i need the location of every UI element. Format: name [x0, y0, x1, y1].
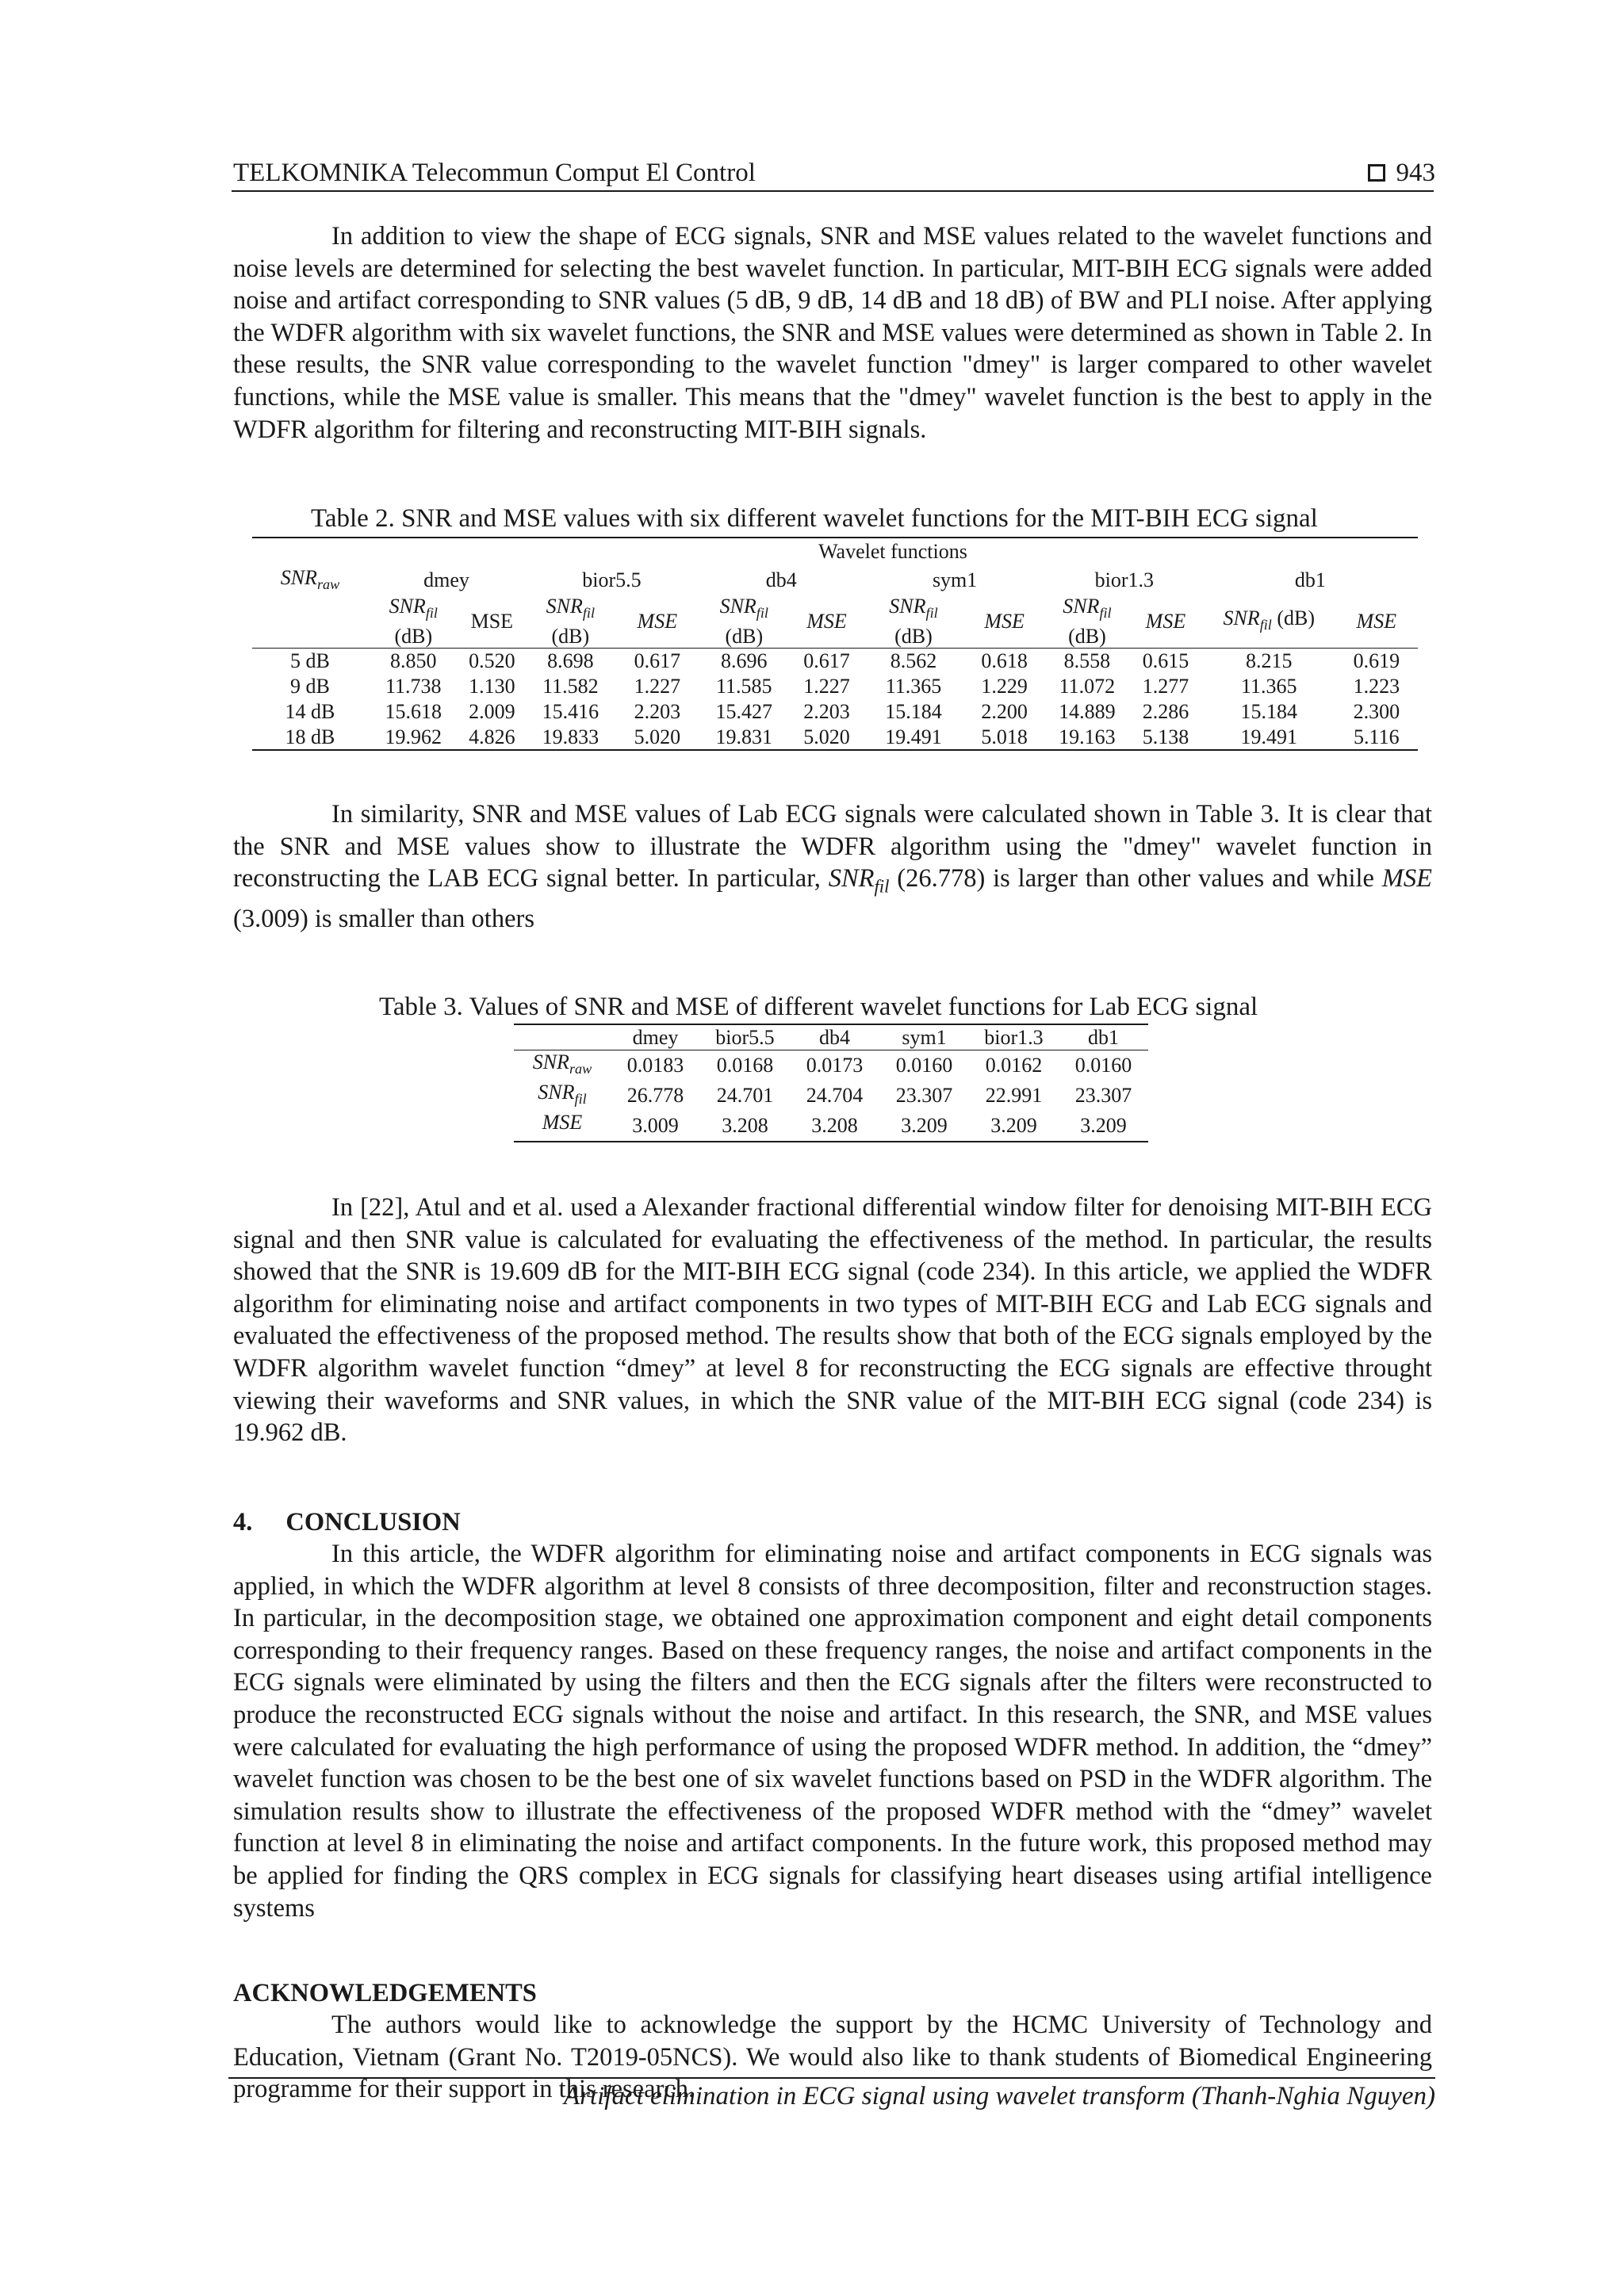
table2-value-cell: 5.020	[616, 725, 699, 750]
table3-column-header: dmey	[611, 1024, 700, 1050]
table-row	[252, 699, 1418, 725]
table2-mse-header: MSE	[470, 610, 514, 633]
table2-mse-header: MSE	[1145, 610, 1186, 633]
table2-value-cell: 0.520	[459, 649, 525, 674]
table2-function: dmey	[423, 568, 469, 591]
table2-row-header: $SNR_{raw}$	[252, 538, 368, 649]
table2-mse-header: MSE	[1356, 610, 1397, 633]
paragraph-intro-table2: In addition to view the shape of ECG signals, SNR and MSE values related to the wavelet functions and noise levels are determined for selecting the best wavelet function. In particular, MIT-BIH ECG signals were added noise and artifact corresponding to SNR values (5 dB, 9 dB, 14 dB and 18 dB) of BW and PLI noise. After applying the WDFR algorithm with six wavelet functions, the SNR and MSE values were determined as shown in Table 2. In these results, the SNR value corresponding to the wavelet function "dmey" is larger compared to other wavelet functions, while the MSE value is smaller. This means that the "dmey" wavelet function is the best to apply in the WDFR algorithm for filtering and reconstructing MIT-BIH signals.	[233, 222, 1432, 444]
paragraph-conclusion: In this article, the WDFR algorithm for eliminating noise and artifact components in ECG signals was applied, in which the WDFR algorithm at level 8 consists of three decomposition, filter and reconstruction stages. In particular, in the decomposition stage, we obtained one approximation component and eight detail components corresponding to their frequency ranges. Based on these frequency ranges, the noise and artifact components in the ECG signals were eliminated by using the filters and then the ECG signals after the filters were reconstructed to produce the reconstructed ECG signals without the noise and artifact. In this research, the SNR, and MSE values were calculated for evaluating the high performance of using the proposed WDFR method. In addition, the “dmey” wavelet function was chosen to be the best one of six wavelet functions based on PSD in the WDFR algorithm. The simulation results show to illustrate the effectiveness of the proposed WDFR method with the “dmey” wavelet function at level 8 in eliminating the noise and artifact components. In the future work, this proposed method may be applied for finding the QRS complex in ECG signals for classifying heart diseases using artifial intelligence systems	[233, 1540, 1432, 1923]
table3-header-row	[514, 1024, 1148, 1050]
table3-row-label: MSE	[514, 1111, 611, 1142]
table2-snr-fil-header: $SNR_{fil}$ (dB)	[1063, 595, 1112, 649]
paragraph-lab-ecg: In similarity, SNR and MSE values of Lab ECG signals were calculated shown in Table 3. It is clear that the SNR and MSE values show to illustrate the WDFR algorithm using the "dmey" wavelet function in reconstructing the LAB ECG signal better. In particular, $SNR_{fil}$ (26.778) is larger than other values and while MSE (3.009) is smaller than others	[233, 800, 1432, 934]
table2-function-row	[252, 564, 1418, 595]
table3-value-cell: 0.0160	[879, 1050, 969, 1081]
table3-row-label: $SNR_{raw}$	[514, 1050, 611, 1081]
table3-value-cell: 0.0168	[700, 1050, 790, 1081]
table2-snr-fil-header: $SNR_{fil}$ (dB)	[1223, 606, 1316, 633]
table2-group-header-row	[252, 538, 1418, 564]
table2-snr-raw-cell: 14 dB	[285, 700, 335, 724]
table2-value-cell: 1.223	[1353, 675, 1400, 698]
running-footer: Artifact elimination in ECG signal using wavelet transform (Thanh-Nghia Nguyen)	[563, 2082, 1435, 2110]
table3-corner-cell	[514, 1024, 611, 1050]
table2-value-cell: 19.491	[1203, 725, 1335, 750]
table2-value-cell: 15.416	[542, 700, 599, 724]
table3-value-cell: 23.307	[895, 1084, 953, 1108]
table3-value-cell: 0.0183	[611, 1050, 700, 1081]
table2-value-cell: 2.300	[1353, 700, 1400, 724]
table2-value-cell: 0.617	[616, 649, 699, 674]
table2-mse-header: MSE	[637, 610, 678, 633]
table2-value-cell: 15.184	[885, 700, 942, 724]
table-row	[514, 1050, 1148, 1081]
table2-function: bior1.3	[1094, 568, 1155, 591]
table-row	[514, 1111, 1148, 1142]
table2-value-cell: 8.215	[1203, 649, 1335, 674]
journal-name: TELKOMNIKA Telecommun Comput El Control	[233, 159, 756, 187]
table2-snr-fil-header: $SNR_{fil}$ (dB)	[389, 595, 438, 649]
table-row	[252, 674, 1418, 699]
table3-value-cell: 0.0173	[790, 1050, 879, 1081]
table2-value-cell: 1.277	[1142, 675, 1189, 698]
table3-column-header: bior1.3	[969, 1024, 1059, 1050]
table2-mse-header: MSE	[806, 610, 847, 633]
table2-value-cell: 19.163	[1046, 725, 1128, 750]
table2-value-cell: 2.203	[803, 700, 850, 724]
table2-value-cell: 0.615	[1128, 649, 1203, 674]
table2-value-cell: 1.227	[634, 675, 681, 698]
table2-value-cell: 2.286	[1142, 700, 1189, 724]
table2-caption: Table 2. SNR and MSE values with six different wavelet functions for the MIT-BIH ECG signal	[311, 504, 1318, 533]
table2-snr-fil-header: $SNR_{fil}$ (dB)	[719, 595, 768, 649]
table2-value-cell: 11.365	[1240, 675, 1297, 698]
table3-value-cell: 3.209	[1059, 1111, 1148, 1142]
table2-value-cell: 1.229	[981, 675, 1028, 698]
table2-value-cell: 8.558	[1046, 649, 1128, 674]
paragraph-comparison: In [22], Atul and et al. used a Alexander fractional differential window filter for denoising MIT-BIH ECG signal and then SNR value is calculated for evaluating the effectiveness of the method. In particular, the results showed that the SNR is 19.609 dB for the MIT-BIH ECG signal (code 234). In this article, we applied the WDFR algorithm for eliminating noise and artifact components in two types of MIT-BIH ECG and Lab ECG signals and evaluated the effectiveness of the proposed method. The results show that both of the ECG signals employed by the WDFR algorithm wavelet function “dmey” at level 8 for reconstructing the ECG signals are effective throught viewing their waveforms and SNR values, in which the SNR value of the MIT-BIH ECG signal (code 234) is 19.962 dB.	[233, 1193, 1432, 1448]
table2-value-cell: 15.618	[385, 700, 442, 724]
page-number-block	[1368, 155, 1436, 190]
table3-row-label: $SNR_{fil}$	[538, 1080, 587, 1107]
table3-column-header: db1	[1059, 1024, 1148, 1050]
table2-value-cell: 14.889	[1059, 700, 1116, 724]
section-heading-conclusion: 4. CONCLUSION	[233, 1508, 461, 1536]
table3-value-cell: 24.701	[716, 1084, 774, 1108]
table3-value-cell: 3.208	[700, 1111, 790, 1142]
table2-subheader-row	[252, 595, 1418, 649]
table3-value-cell: 3.209	[969, 1111, 1059, 1142]
table3-value-cell: 0.0162	[969, 1050, 1059, 1081]
table-row	[252, 649, 1418, 674]
table3-value-cell: 24.704	[806, 1084, 864, 1108]
running-header	[232, 155, 1435, 190]
table2-value-cell: 19.962	[368, 725, 459, 750]
table2-value-cell: 0.617	[790, 649, 864, 674]
table2-value-cell: 5.018	[963, 725, 1046, 750]
table2-value-cell: 15.427	[715, 700, 773, 724]
table2-value-cell: 15.184	[1240, 700, 1297, 724]
table3-value-cell: 3.009	[611, 1111, 700, 1142]
table3-caption: Table 3. Values of SNR and MSE of different wavelet functions for Lab ECG signal	[379, 993, 1258, 1021]
table2-value-cell: 11.738	[385, 675, 442, 698]
table2-snr-fil-header: $SNR_{fil}$ (dB)	[546, 595, 596, 649]
table3-value-cell: 22.991	[985, 1084, 1043, 1108]
table3-column-header: bior5.5	[700, 1024, 790, 1050]
table2-value-cell: 8.698	[525, 649, 616, 674]
table2-snr-raw-cell: 5 dB	[252, 649, 368, 674]
table2-value-cell: 8.850	[368, 649, 459, 674]
table2-value-cell: 0.619	[1335, 649, 1418, 674]
table2-value-cell: 8.562	[864, 649, 963, 674]
table2-value-cell: 19.491	[864, 725, 963, 750]
table2-value-cell: 1.130	[469, 675, 515, 698]
page-number: 943	[1396, 159, 1435, 187]
square-bullet-icon	[1368, 164, 1385, 182]
table2-function: db4	[765, 568, 797, 591]
table-row	[252, 725, 1418, 750]
table2-value-cell: 11.365	[885, 675, 942, 698]
table-row	[514, 1081, 1148, 1111]
table2-function: sym1	[932, 568, 978, 591]
paragraph-acknowledgements: The authors would like to acknowledge the support by the HCMC University of Technology and Education, Vietnam (Grant No. T2019-05NCS). We would also like to thank students of Biomedical Engineering programme for their support in this research.	[233, 2011, 1432, 2104]
table3	[514, 1024, 1148, 1142]
table2-value-cell: 2.009	[469, 700, 515, 724]
table2-snr-raw-cell: 9 dB	[290, 675, 330, 698]
table2-mse-header: MSE	[984, 610, 1025, 633]
section-heading-acknowledgements: ACKNOWLEDGEMENTS	[233, 1979, 537, 2007]
table2-value-cell: 2.200	[981, 700, 1028, 724]
table2-value-cell: 19.833	[525, 725, 616, 750]
table2-value-cell: 8.696	[699, 649, 790, 674]
table2-value-cell: 1.227	[803, 675, 850, 698]
header-rule	[232, 190, 1434, 192]
table3-column-header: sym1	[879, 1024, 969, 1050]
table2	[252, 537, 1418, 751]
table2-snr-raw-cell: 18 dB	[252, 725, 368, 750]
table2-value-cell: 11.072	[1059, 675, 1116, 698]
table2-value-cell: 0.618	[963, 649, 1046, 674]
table2-value-cell: 2.203	[634, 700, 681, 724]
table2-value-cell: 19.831	[699, 725, 790, 750]
table3-value-cell: 0.0160	[1059, 1050, 1148, 1081]
table2-value-cell: 11.582	[542, 675, 599, 698]
table2-value-cell: 4.826	[459, 725, 525, 750]
table2-group-header: Wavelet functions	[368, 538, 1418, 564]
table2-function: bior5.5	[582, 568, 642, 591]
table3-value-cell: 3.209	[879, 1111, 969, 1142]
table2-value-cell: 5.138	[1128, 725, 1203, 750]
table2-value-cell: 5.020	[790, 725, 864, 750]
table2-value-cell: 11.585	[716, 675, 772, 698]
table3-value-cell: 3.208	[790, 1111, 879, 1142]
table2-function: db1	[1294, 568, 1326, 591]
table3-value-cell: 26.778	[626, 1084, 684, 1108]
table3-column-header: db4	[790, 1024, 879, 1050]
table2-snr-fil-header: $SNR_{fil}$ (dB)	[889, 595, 938, 649]
table2-value-cell: 5.116	[1335, 725, 1418, 750]
table3-value-cell: 23.307	[1074, 1084, 1132, 1108]
